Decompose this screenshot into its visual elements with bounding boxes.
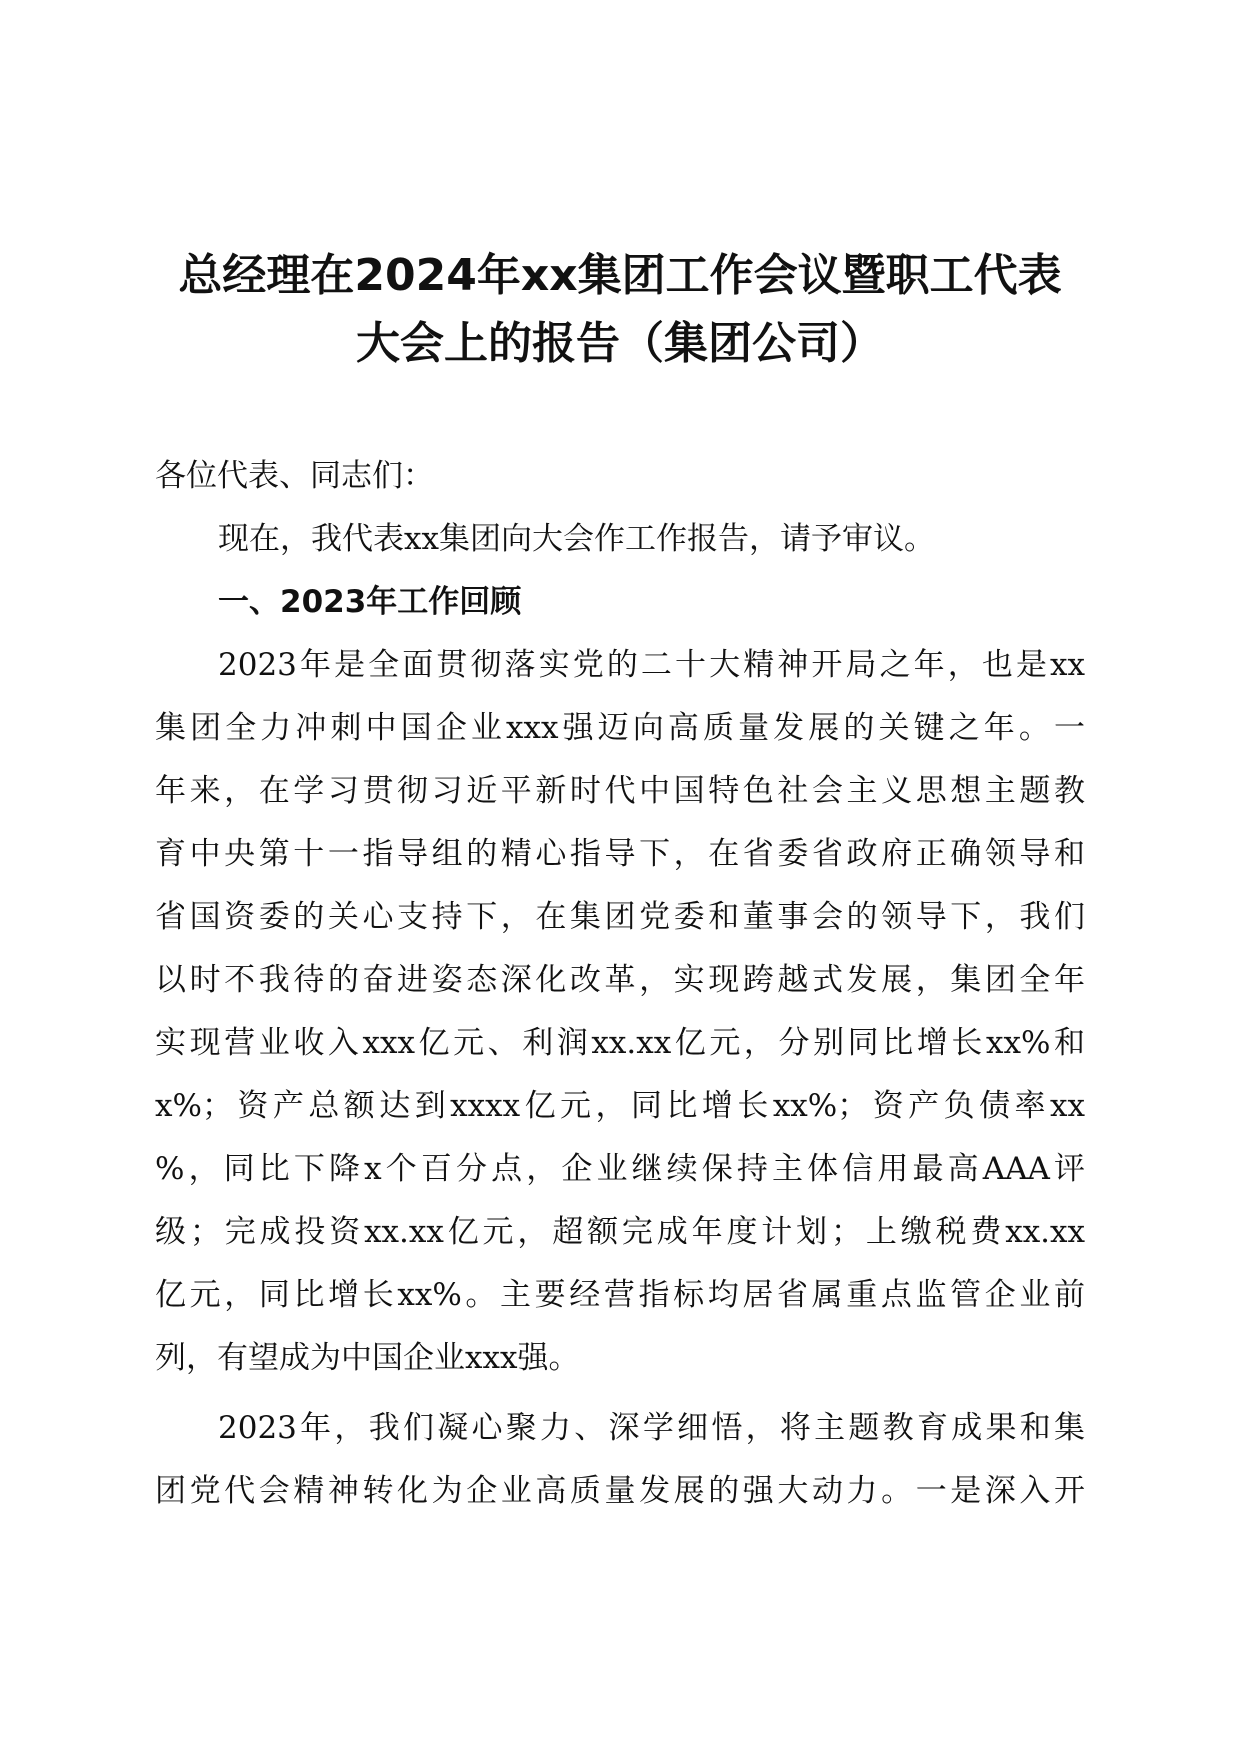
paragraph-line: 团党代会精神转化为企业高质量发展的强大动力。一是深入开	[155, 1473, 1085, 1509]
title-line-2: 大会上的报告（集团公司）	[356, 318, 884, 369]
paragraph-line: 集团全力冲刺中国企业xxx强迈向高质量发展的关键之年。一	[155, 710, 1085, 746]
title-line-1: 总经理在2024年xx集团工作会议暨职工代表	[178, 250, 1062, 301]
paragraph-line: 省国资委的关心支持下，在集团党委和董事会的领导下，我们	[155, 899, 1085, 935]
salutation: 各位代表、同志们：	[155, 458, 434, 494]
paragraph-line: 2023年是全面贯彻落实党的二十大精神开局之年，也是xx	[218, 647, 1085, 683]
paragraph-line: 年来，在学习贯彻习近平新时代中国特色社会主义思想主题教	[155, 773, 1085, 809]
section-heading: 一、2023年工作回顾	[218, 584, 522, 620]
paragraph-line: x%；资产总额达到xxxx亿元，同比增长xx%；资产负债率xx	[155, 1088, 1085, 1124]
paragraph-line: 列，有望成为中国企业xxx强。	[155, 1340, 580, 1376]
intro-paragraph: 现在，我代表xx集团向大会作工作报告，请予审议。	[218, 521, 935, 557]
paragraph-line: 亿元，同比增长xx%。主要经营指标均居省属重点监管企业前	[155, 1277, 1085, 1313]
paragraph-line: 育中央第十一指导组的精心指导下，在省委省政府正确领导和	[155, 836, 1085, 872]
paragraph-line: 以时不我待的奋进姿态深化改革，实现跨越式发展，集团全年	[155, 962, 1085, 998]
paragraph-line: %，同比下降x个百分点，企业继续保持主体信用最高AAA评	[155, 1151, 1085, 1187]
paragraph-line: 2023年，我们凝心聚力、深学细悟，将主题教育成果和集	[218, 1410, 1085, 1446]
paragraph-line: 实现营业收入xxx亿元、利润xx.xx亿元，分别同比增长xx%和	[155, 1025, 1085, 1061]
page-title	[150, 242, 1090, 378]
paragraph-line: 级；完成投资xx.xx亿元，超额完成年度计划；上缴税费xx.xx	[155, 1214, 1085, 1250]
